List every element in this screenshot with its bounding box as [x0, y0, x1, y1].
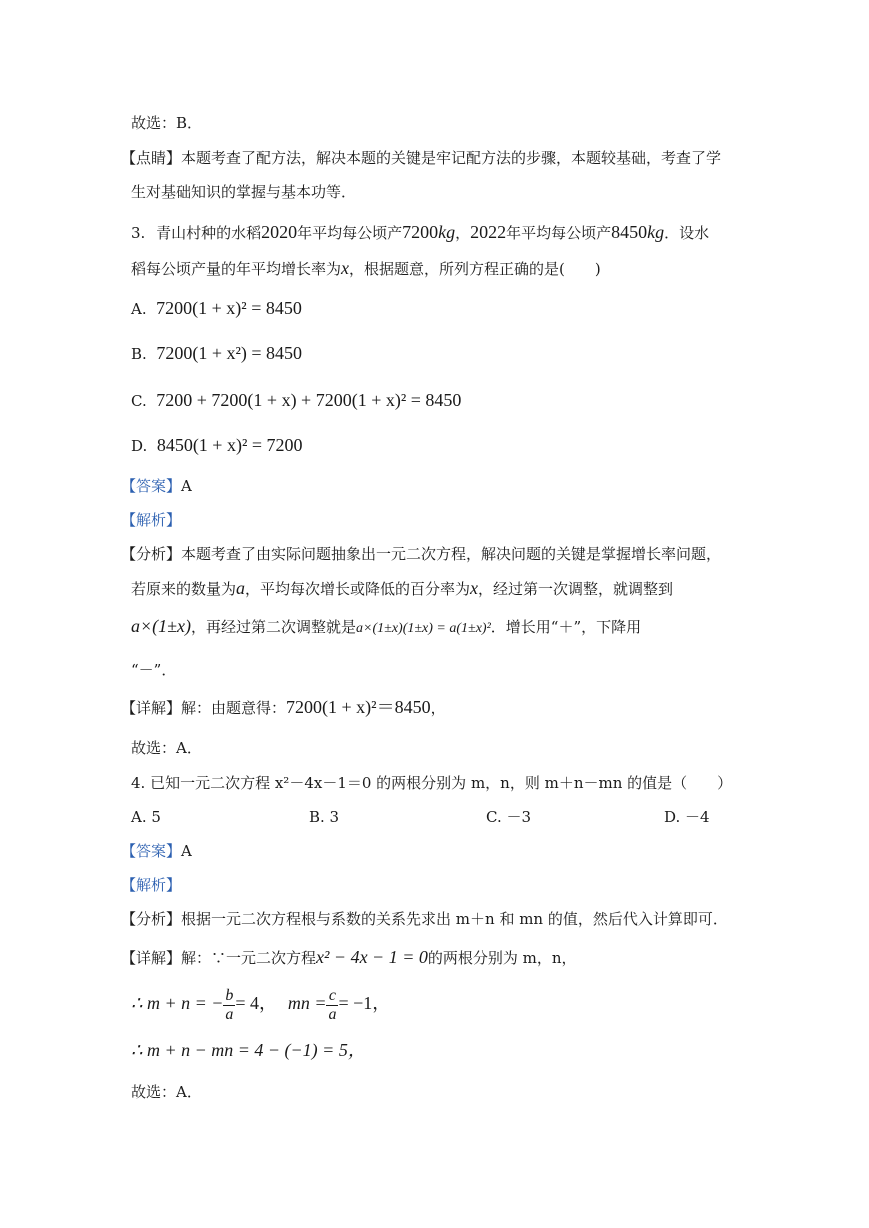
q4-options: [131, 807, 751, 827]
q3-year-2: 2022: [470, 222, 507, 242]
conclusion-prev: 故选：B．: [131, 114, 203, 132]
q3-xiangjie-tag: 【详解】: [121, 699, 182, 717]
q4-option-d: D. －4: [664, 808, 710, 826]
q4-xiangjie-line: [121, 947, 577, 968]
q3-fenxi-text-3b: ，再经过第二次调整就是: [191, 618, 357, 636]
q3-stem-line-1: [131, 222, 709, 243]
q3-xiangjie-line: [121, 697, 446, 718]
q4-step-1-mn-rhs: = −1，: [338, 993, 391, 1013]
q3-fenxi-text-2b: ，平均每次增长或降低的百分率为: [245, 580, 471, 598]
q3-text-3: ，: [455, 224, 471, 242]
q3-xiangjie-text: 解：由题意得：: [181, 699, 287, 717]
q3-fenxi-text-2c: ，经过第一次调整，就调整到: [478, 580, 674, 598]
dianjing-line-1: [121, 148, 722, 168]
q3-var-x-2: x: [470, 578, 479, 598]
q3-text-4: 年平均每公顷产: [506, 224, 612, 242]
q3-text-6: 稻每公顷产量的年平均增长率为: [131, 260, 342, 278]
q3-unit-1: kg: [438, 222, 456, 242]
dianjing-text-1: 本题考查了配方法，解决本题的关键是牢记配方法的步骤，本题较基础，考查了学: [181, 149, 722, 167]
q3-number: 3.: [131, 224, 146, 242]
q3-answer: [121, 476, 192, 496]
q3-option-d: [131, 435, 303, 456]
q4-frac2-num: c: [326, 987, 338, 1006]
q3-option-b: [131, 343, 302, 364]
q4-step-2-equation: ∴ m + n − mn = 4 − (−1) = 5，: [131, 1040, 366, 1060]
q4-xiangjie-tag: 【详解】: [121, 949, 182, 967]
q3-option-a-label: A.: [131, 300, 147, 318]
q3-option-a: [131, 298, 302, 319]
q3-text-7: ，根据题意，所列方程正确的是( ): [349, 260, 601, 278]
q3-text-5: ．设水: [664, 224, 710, 242]
q4-answer-tag: 【答案】: [121, 842, 182, 860]
dianjing-line-2: 生对基础知识的掌握与基本功等．: [131, 183, 357, 201]
q4-step-2: [131, 1040, 366, 1061]
q4-answer-value: A: [181, 842, 192, 860]
q3-text-2: 年平均每公顷产: [297, 224, 403, 242]
q3-var-a: a: [236, 578, 246, 598]
q4-option-b: B. 3: [309, 808, 340, 826]
q4-fenxi-line: [121, 909, 728, 929]
q4-fraction-b-over-a: [223, 987, 235, 1024]
q3-fenxi-expr-2: a×(1±x)(1±x) = a(1±x)²: [356, 621, 491, 636]
q3-option-d-equation: 8450(1 + x)² = 7200: [156, 435, 303, 455]
q4-xiangjie-equation: x² − 4x − 1 = 0: [316, 947, 428, 967]
q3-option-d-label: D.: [131, 437, 148, 455]
q4-jiexi-tag: 【解析】: [121, 876, 182, 894]
q3-conclusion: 故选：A．: [131, 739, 202, 757]
q3-xiangjie-end: ，: [430, 699, 446, 717]
q3-option-b-label: B.: [131, 345, 147, 363]
q3-fenxi-expr-1: a×(1±x): [131, 616, 192, 636]
q3-answer-tag: 【答案】: [121, 477, 182, 495]
q4-option-a: A. 5: [131, 808, 161, 826]
q4-frac1-num: b: [225, 986, 234, 1004]
q3-answer-value: A: [181, 477, 192, 495]
q4-step-1-lhs: ∴ m + n = −: [131, 993, 224, 1013]
q3-fenxi-line-1: [121, 544, 721, 564]
q3-fenxi-line-3: [131, 616, 641, 639]
q4-fenxi-text: 根据一元二次方程根与系数的关系先求出 m＋n 和 mn 的值，然后代入计算即可．: [181, 910, 728, 928]
q3-var-x: x: [341, 258, 350, 278]
q3-option-c: [131, 390, 461, 411]
q3-fenxi-line-4: “－”．: [131, 661, 177, 679]
q4-step-1-mn: mn =: [287, 993, 327, 1013]
q4-fraction-c-over-a: [326, 987, 338, 1024]
q3-value-2: 8450: [611, 222, 648, 242]
q4-xiangjie-text-1: 解：∵一元二次方程: [181, 949, 317, 967]
q4-answer: [121, 841, 192, 861]
q3-option-b-equation: 7200(1 + x²) = 8450: [156, 343, 303, 363]
q3-option-c-equation: 7200 + 7200(1 + x) + 7200(1 + x)² = 8450: [156, 390, 462, 410]
q3-fenxi-text-2a: 若原来的数量为: [131, 580, 237, 598]
q4-conclusion: 故选：A．: [131, 1083, 202, 1101]
q3-text-1: 青山村种的水稻: [156, 224, 262, 242]
q4-frac1-den: a: [225, 1005, 234, 1023]
q3-unit-2: kg: [647, 222, 665, 242]
q3-year-1: 2020: [261, 222, 298, 242]
q3-option-c-label: C.: [131, 392, 147, 410]
q3-stem-line-2: [131, 258, 601, 279]
q3-option-a-equation: 7200(1 + x)² = 8450: [156, 298, 302, 318]
q3-fenxi-tag: 【分析】: [121, 545, 182, 563]
q4-option-c: C. －3: [486, 808, 532, 826]
q4-stem: 4. 已知一元二次方程 x²－4x－1＝0 的两根分别为 m，n，则 m＋n－mn 的值是（ ）: [131, 774, 733, 792]
q4-step-1-rhs: = 4，: [235, 993, 278, 1013]
q4-step-1: [131, 983, 390, 1023]
q3-fenxi-line-2: [131, 578, 673, 599]
q3-value-1: 7200: [402, 222, 439, 242]
q4-frac2-den: a: [328, 1005, 337, 1023]
q3-xiangjie-equation: 7200(1 + x)²＝8450: [286, 697, 431, 717]
q3-fenxi-text-3d: ．增长用“＋”，下降用: [490, 618, 642, 636]
q3-fenxi-text-1: 本题考查了由实际问题抽象出一元二次方程，解决问题的关键是掌握增长率问题，: [181, 545, 722, 563]
dianjing-tag: 【点睛】: [121, 149, 182, 167]
q4-fenxi-tag: 【分析】: [121, 910, 182, 928]
q3-jiexi-tag: 【解析】: [121, 511, 182, 529]
q4-xiangjie-text-2: 的两根分别为 m，n，: [427, 949, 577, 967]
